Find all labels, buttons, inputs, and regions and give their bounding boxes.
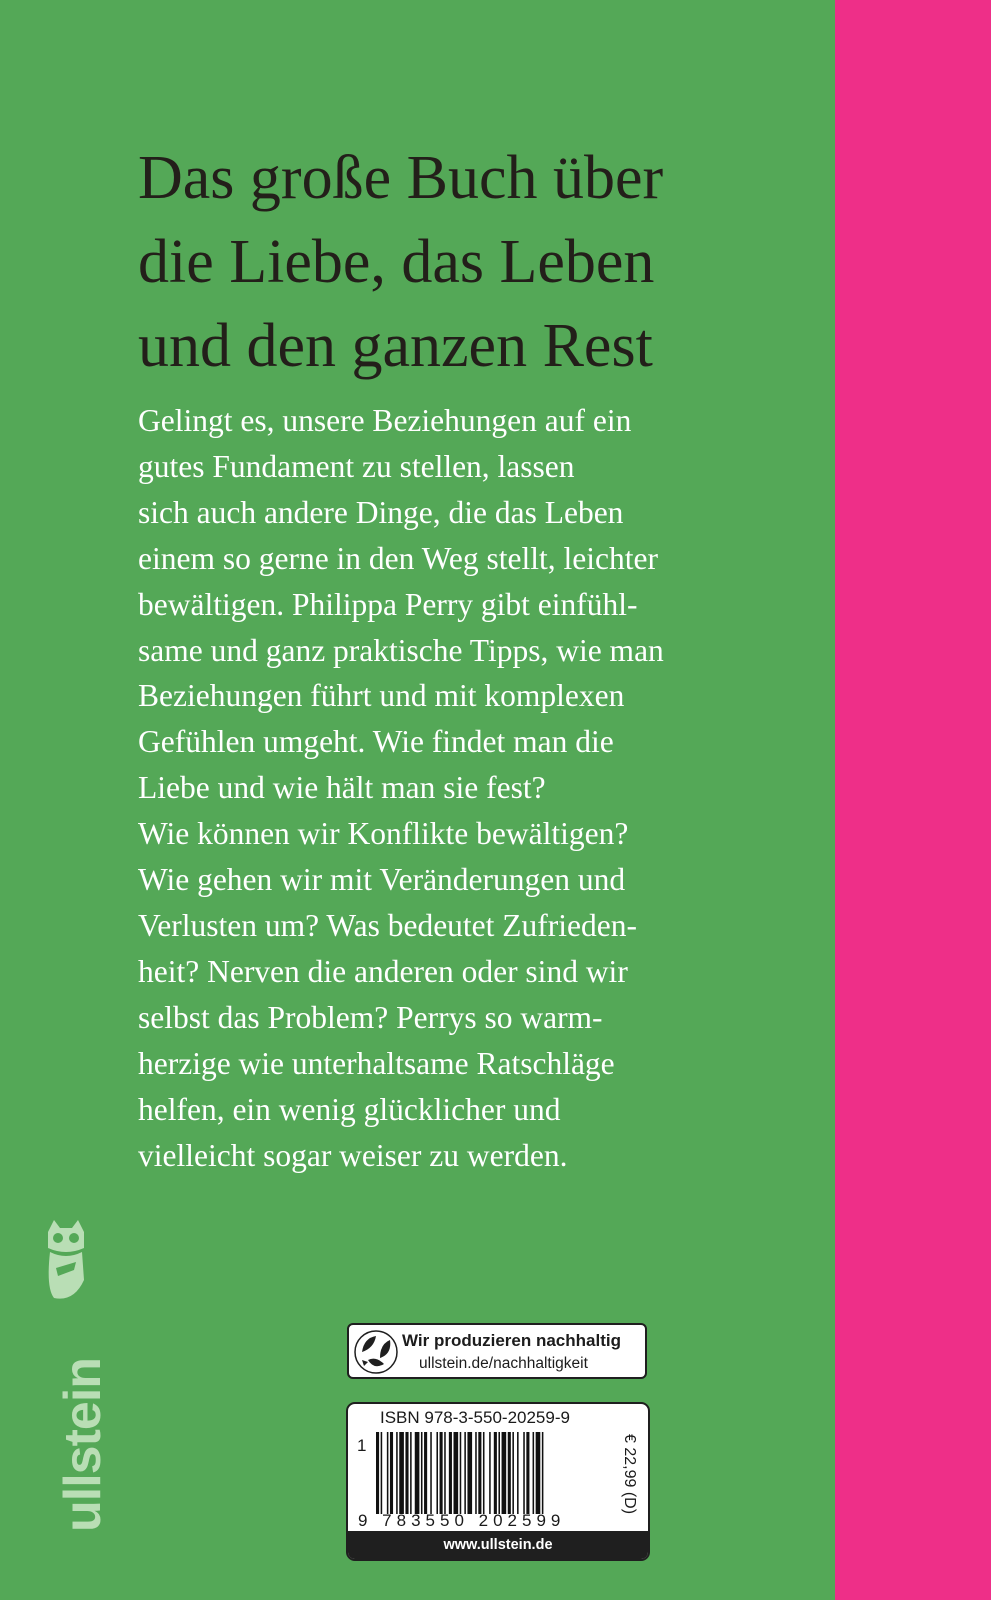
blurb-line: Wie können wir Konflikte bewältigen? bbox=[138, 816, 629, 852]
sustainability-badge bbox=[347, 1323, 647, 1379]
headline-line: die Liebe, das Leben bbox=[138, 228, 655, 296]
pink-accent-band bbox=[835, 0, 991, 1600]
ean-digits: 9 783550 202599 bbox=[358, 1511, 566, 1530]
blurb-line: Gefühlen umgeht. Wie findet man die bbox=[138, 724, 614, 760]
blurb-line: vielleicht sogar weiser zu werden. bbox=[138, 1137, 568, 1173]
blurb-line: gutes Fundament zu stellen, lassen bbox=[138, 448, 575, 484]
barcode-lead-digit: 1 bbox=[357, 1436, 367, 1455]
website-link[interactable]: www.ullstein.de bbox=[348, 1531, 648, 1559]
blurb-line: einem so gerne in den Weg stellt, leichter bbox=[138, 540, 658, 576]
owl-icon bbox=[44, 1218, 88, 1302]
blurb-line: Verlusten um? Was bedeutet Zufrieden- bbox=[138, 907, 637, 943]
sustainability-link[interactable]: ullstein.de/nachhaltigkeit bbox=[419, 1355, 588, 1372]
blurb-line: heit? Nerven die anderen oder sind wir bbox=[138, 953, 628, 989]
blurb-line: Gelingt es, unsere Beziehungen auf ein bbox=[138, 403, 632, 438]
barcode-icon bbox=[376, 1432, 606, 1514]
publisher-name: ullstein bbox=[54, 1357, 112, 1532]
blurb-line: herzige wie unterhaltsame Ratschläge bbox=[138, 1045, 615, 1081]
blurb-line: Beziehungen führt und mit komplexen bbox=[138, 678, 625, 714]
headline-line: Das große Buch über bbox=[138, 144, 664, 212]
price-label: € 22,99 (D) bbox=[621, 1434, 638, 1515]
blurb-text bbox=[138, 398, 818, 1178]
barcode-panel bbox=[346, 1402, 650, 1561]
headline bbox=[138, 136, 818, 388]
blurb-line: selbst das Problem? Perrys so warm- bbox=[138, 999, 603, 1035]
leaf-recycle-icon bbox=[354, 1330, 398, 1374]
headline-line: und den ganzen Rest bbox=[138, 312, 653, 380]
blurb-line: bewältigen. Philippa Perry gibt einfühl- bbox=[138, 586, 638, 622]
blurb-line: same und ganz praktische Tipps, wie man bbox=[138, 632, 664, 668]
publisher-logo bbox=[22, 1218, 112, 1558]
blurb-line: Liebe und wie hält man sie fest? bbox=[138, 770, 546, 806]
blurb-line: sich auch andere Dinge, die das Leben bbox=[138, 494, 624, 530]
blurb-line: Wie gehen wir mit Veränderungen und bbox=[138, 862, 626, 898]
blurb-line: helfen, ein wenig glücklicher und bbox=[138, 1091, 561, 1127]
sustainability-title: Wir produzieren nachhaltig bbox=[402, 1331, 621, 1350]
isbn-label: ISBN 978-3-550-20259-9 bbox=[380, 1408, 570, 1427]
